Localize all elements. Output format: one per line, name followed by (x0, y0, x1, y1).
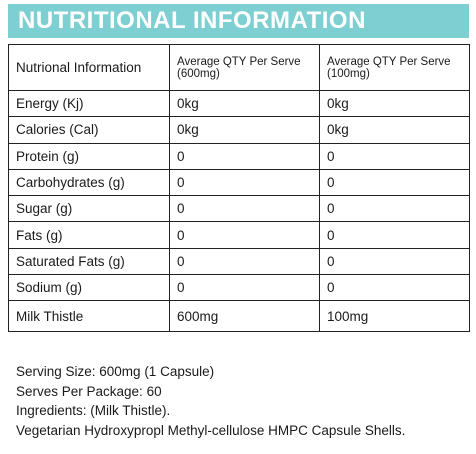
value-100mg: 0 (320, 196, 470, 222)
value-100mg: 0 (320, 248, 470, 274)
nutrient-name: Milk Thistle (9, 301, 170, 332)
value-600mg: 0 (170, 169, 320, 195)
ingredients-text: Ingredients: (Milk Thistle). (16, 403, 171, 418)
value-600mg: 0 (170, 196, 320, 222)
value-100mg: 0 (320, 275, 470, 301)
table-row (9, 275, 470, 301)
capsule-text: Vegetarian Hydroxypropl Methyl-cellulose HMPC Capsule Shells. (16, 422, 406, 438)
table-row (9, 91, 470, 117)
value-100mg: 0kg (320, 117, 470, 143)
value-600mg: 0 (170, 248, 320, 274)
page-title: NUTRITIONAL INFORMATION (18, 7, 366, 34)
table-row (9, 248, 470, 274)
value-600mg: 0 (170, 222, 320, 248)
nutrient-name: Protein (g) (9, 143, 170, 169)
table-row (9, 143, 470, 169)
column-header-per-600mg: Average QTY Per Serve (600mg) (170, 45, 320, 91)
value-600mg: 0kg (170, 91, 320, 117)
column-header-nutrient: Nutrional Information (9, 45, 170, 91)
value-600mg: 600mg (170, 301, 320, 332)
table-header-row (9, 45, 470, 91)
product-details (16, 362, 468, 440)
serves-per-package-text: Serves Per Package: 60 (16, 383, 162, 399)
value-100mg: 0 (320, 222, 470, 248)
value-100mg: 0kg (320, 91, 470, 117)
table-row (9, 222, 470, 248)
nutrient-name: Saturated Fats (g) (9, 248, 170, 274)
nutrition-table (8, 44, 470, 332)
table-row (9, 169, 470, 195)
nutrient-name: Energy (Kj) (9, 91, 170, 117)
value-600mg: 0 (170, 275, 320, 301)
table-row (9, 196, 470, 222)
value-600mg: 0 (170, 143, 320, 169)
value-100mg: 0 (320, 143, 470, 169)
table-row (9, 117, 470, 143)
nutrient-name: Carbohydrates (g) (9, 169, 170, 195)
nutrient-name: Fats (g) (9, 222, 170, 248)
nutrient-name: Sugar (g) (9, 196, 170, 222)
nutrient-name: Calories (Cal) (9, 117, 170, 143)
nutrient-name: Sodium (g) (9, 275, 170, 301)
value-100mg: 100mg (320, 301, 470, 332)
header-banner (8, 4, 469, 38)
value-100mg: 0 (320, 169, 470, 195)
value-600mg: 0kg (170, 117, 320, 143)
column-header-per-100mg: Average QTY Per Serve (100mg) (320, 45, 470, 91)
table-row (9, 301, 470, 332)
serving-size-text: Serving Size: 600mg (1 Capsule) (16, 364, 215, 379)
